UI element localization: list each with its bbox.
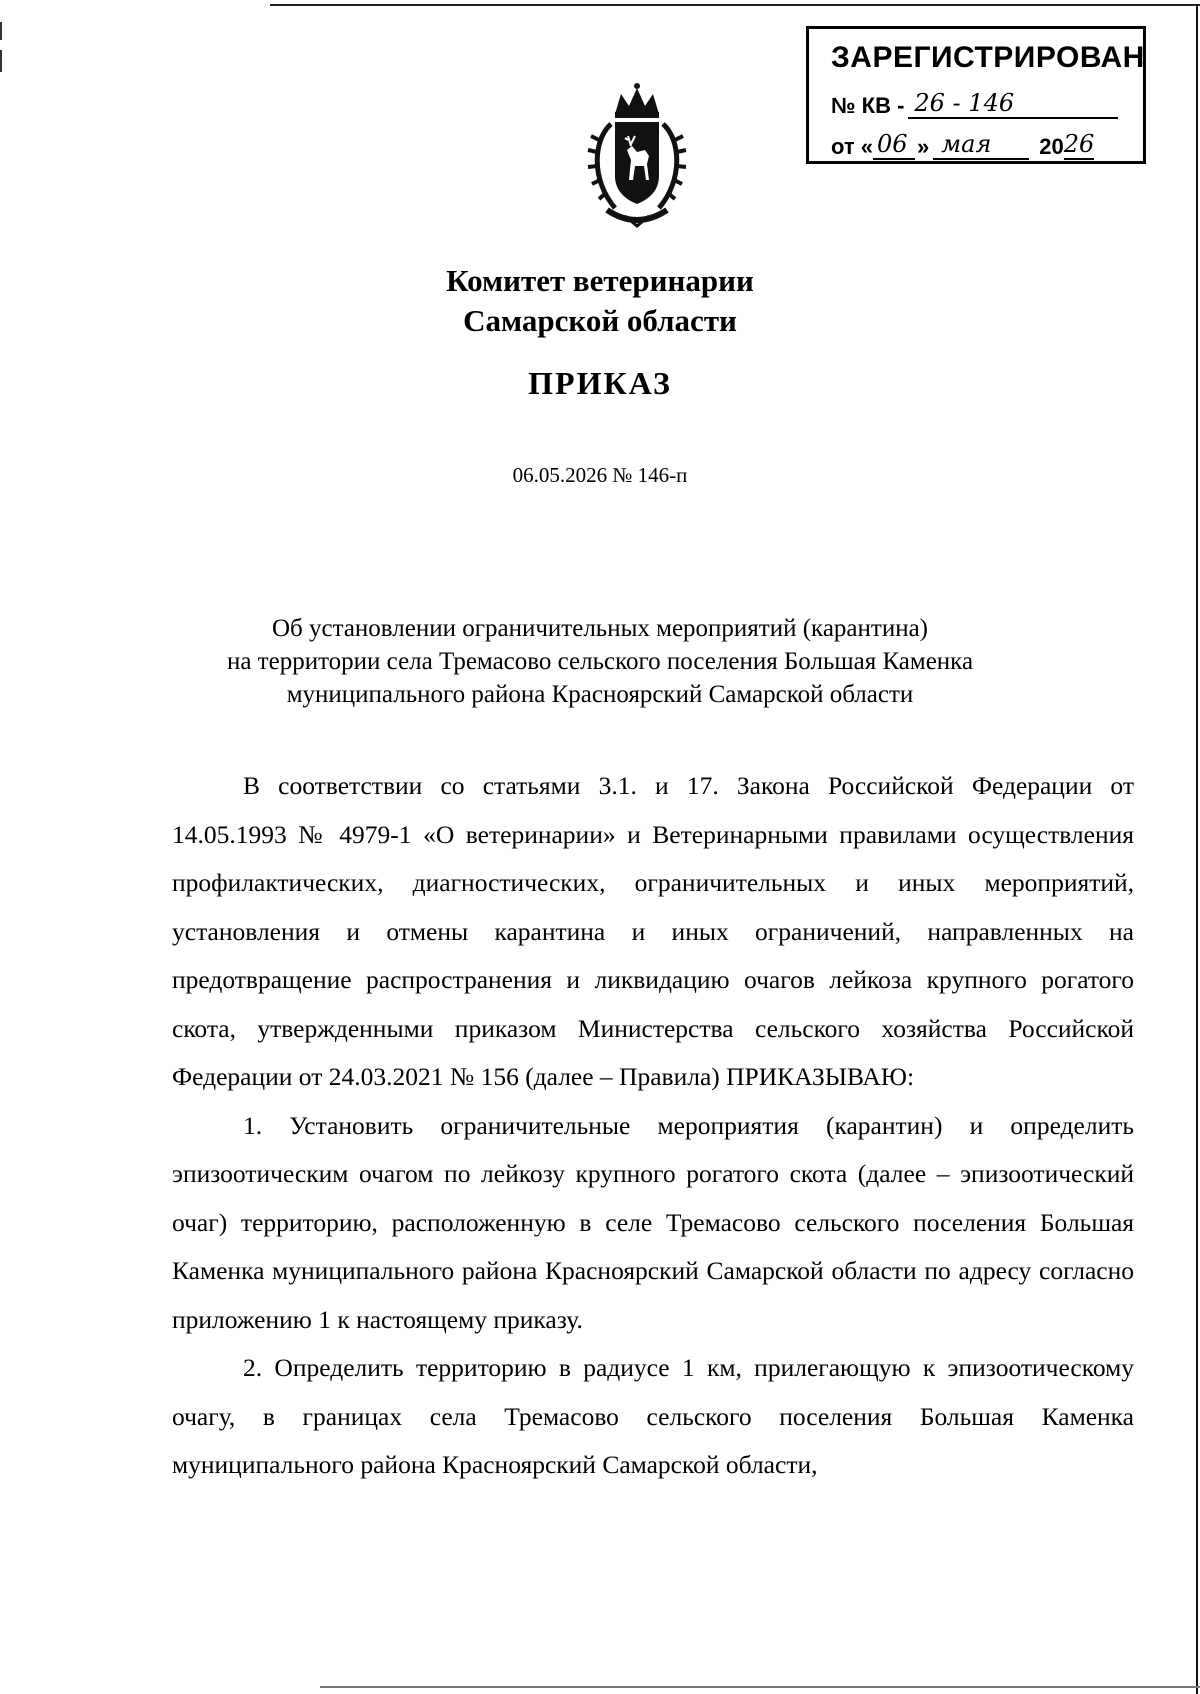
scan-bottom-border [320,1686,1200,1688]
stamp-month-line [933,132,1029,160]
organization-name-line1: Комитет ветеринарии [446,263,754,298]
preamble-paragraph: В соответствии со статьями 3.1. и 17. Закона Российской Федерации от 14.05.1993 № 4979-1 «О ветеринарии» и Ветеринарными правилами осуществления профилактических, диагностических, ограничительных и иных мероприятий, установления и отмены карантина и иных ограничений, направленных на предотвращение распространения и ликвидацию очагов лейкоза крупного рогатого скота, утвержденными приказом Министерства сельского хозяйства Российской Федерации от 24.03.2021 № 156 (далее – Правила) ПРИКАЗЫВАЮ: [172,771,1134,1091]
subject-line: на территории села Тремасово сельского поселения Большая Каменка [226,648,974,675]
document-body [172,762,1134,1490]
stamp-year-line [1064,132,1094,160]
stamp-title: ЗАРЕГИСТРИРОВАН [831,41,1145,74]
scan-top-border [270,4,1200,6]
scan-left-mark [0,22,2,40]
stamp-year-printed: 20 [1039,134,1064,159]
registration-stamp [806,26,1146,164]
document-subject [0,612,1200,711]
organization-name-line2: Самарской области [463,303,737,338]
order-item-2: 2. Определить территорию в радиусе 1 км, прилегающую к эпизоотическому очагу, в границах села Тремасово сельского поселения Большая Каменка муниципального района Красноярский Самарской области, [172,1353,1134,1479]
samara-coat-of-arms-icon [585,80,689,230]
stamp-day-handwritten: 06 [877,130,908,158]
stamp-date-prefix: от « [831,134,874,159]
scan-left-mark [0,50,2,72]
order-item-1: 1. Установить ограничительные мероприятия (карантин) и определить эпизоотическим очагом по лейкозу крупного рогатого скота (далее – эпизоотический очаг) территорию, расположенную в селе Тремасово сельского поселения Большая Каменка муниципального района Красноярский Самарской области по адресу согласно приложению 1 к настоящему приказу. [172,1110,1134,1334]
stamp-date-mid: » [917,134,930,159]
document-date-number: 06.05.2026 № 146-п [512,463,688,487]
subject-line: муниципального района Красноярский Самарской области [286,681,914,708]
stamp-month-handwritten: мая [941,130,992,158]
subject-line: Об установлении ограничительных мероприятий (карантина) [271,615,929,642]
scan-right-border [1196,4,1198,1694]
stamp-date-row [831,132,1094,160]
stamp-number-handwritten: 26 - 146 [914,89,1015,117]
stamp-number-label: № КВ - [831,93,905,118]
stamp-year-handwritten: 26 [1063,130,1095,158]
stamp-number-row [831,91,1118,119]
stamp-number-line [908,91,1118,119]
document-type: ПРИКАЗ [528,365,672,401]
stamp-day-line [873,132,915,160]
